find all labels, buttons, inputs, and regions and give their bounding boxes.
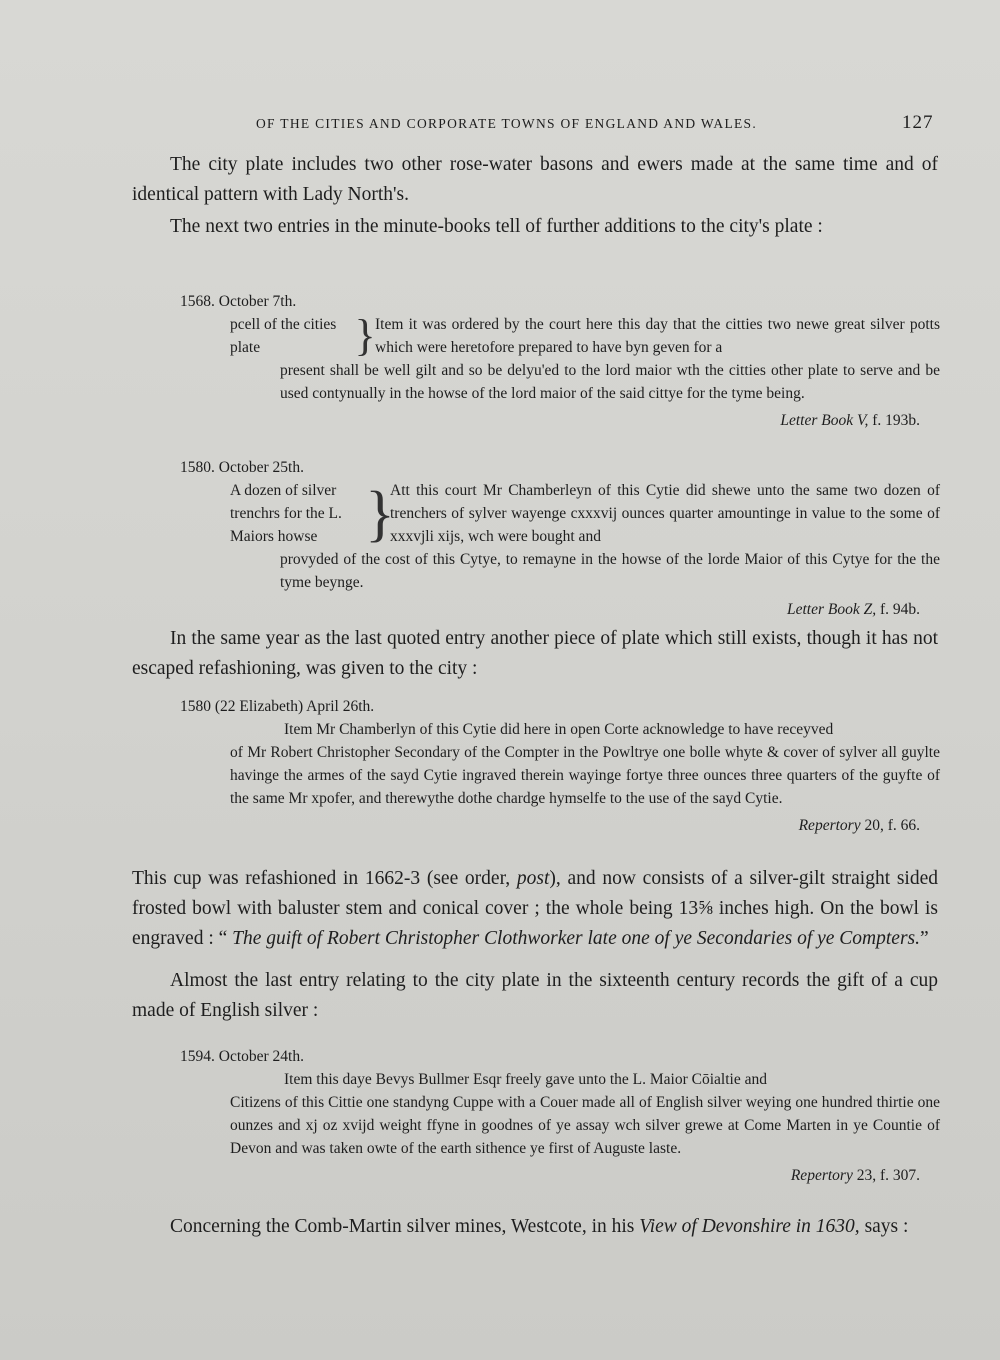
running-header: [0, 112, 1000, 138]
side-note: pcell of the cities plate: [230, 316, 337, 356]
p4-text: This cup was refashioned in 1662-3 (see order,: [132, 868, 517, 889]
entry-continuation: of Mr Robert Christopher Secondary of the Compter in the Powltrye one bolle whyte & cover of sylver all guylte havinge the armes of the sayd Cytie ingraved therein wayinge fortye three ounces three quarters of the guyfte of the same Mr xpofer, and therewythe dothe chardge hymselfe to the use of the sayd Cytie.: [230, 744, 940, 807]
p4-text: ”: [920, 928, 929, 949]
entry-row: [180, 313, 940, 359]
entry-text: Att this court Mr Chamberleyn of this Cytie did shewe unto the same two dozen of trenchers of sylver wayenge cxxxvij ounces quarter amountinge in value to the some of xxxvjli xijs, wch were bought and: [390, 482, 940, 545]
citation-work: Repertory: [790, 1167, 853, 1184]
entry-continuation: Citizens of this Cittie one standyng Cuppe with a Couer made all of English silver weying one hundred thirtie one ounzes and xj oz xvijd weight ffyne in goodnes of ye assay wch silver grewe at Come Marten in ye Countie of Devon and was taken owte of the earth sithence ye first of Auguste laste.: [230, 1094, 940, 1157]
entry-continuation: present shall be well gilt and so be delyu'ed to the lord maior wth the citties other plate to serve and be used contynually in the howse of the lord maior of the said cittye for the tyme being.: [280, 362, 940, 402]
header-title: OF THE CITIES AND CORPORATE TOWNS OF ENGLAND AND WALES.: [256, 116, 758, 131]
entry-date: 1580 (22 Elizabeth) April 26th.: [180, 698, 375, 715]
citation: [180, 409, 940, 432]
paragraph-4: [132, 864, 938, 954]
citation: [180, 1164, 940, 1187]
paragraph-2: The next two entries in the minute-books tell of further additions to the city's plate :: [170, 216, 823, 237]
paragraph-5: Almost the last entry relating to the city plate in the sixteenth century records the gift of a cup made of English silver :: [132, 970, 938, 1021]
p4-text: ), and now consists of a silver-gilt straight sided frosted bowl with baluster stem and conical cover ; the whole being 13⅝ inches high. On the bowl is engraved : “: [132, 868, 938, 949]
entry-first-line: Item this daye Bevys Bullmer Esqr freely gave unto the L. Maior Cōialtie and: [284, 1071, 767, 1088]
p4-emphasis: post: [516, 868, 550, 889]
citation: [180, 598, 940, 621]
entry-row: [180, 479, 940, 548]
citation-ref: f. 193b.: [872, 412, 920, 429]
entry-continuation: provyded of the cost of this Cytye, to remayne in the howse of the lorde Maior of this Cytye for the the tyme beynge.: [280, 551, 940, 591]
paragraph-1: The city plate includes two other rose-water basons and ewers made at the same time and of identical pattern with Lady North's.: [132, 154, 938, 205]
citation: [180, 814, 940, 837]
citation-work: Repertory: [798, 817, 861, 834]
brace-mark: }: [365, 479, 395, 548]
p6-text: says :: [859, 1216, 909, 1237]
entry-first-line: Item Mr Chamberlyn of this Cytie did here in open Corte acknowledge to have receyved: [284, 721, 834, 738]
citation-work: Letter Book V,: [780, 412, 869, 429]
entry-1594: [180, 1045, 940, 1187]
side-note: A dozen of silver trenchrs for the L. Maiors howse: [230, 482, 342, 545]
entry-date: 1594. October 24th.: [180, 1048, 304, 1065]
entry-date: 1580. October 25th.: [180, 459, 304, 476]
citation-ref: f. 94b.: [879, 601, 920, 618]
page-number: 127: [902, 112, 934, 133]
citation-work: Letter Book Z,: [786, 601, 877, 618]
p6-book-title: View of Devonshire in 1630,: [639, 1216, 860, 1237]
entry-date: 1568. October 7th.: [180, 293, 297, 310]
brace-mark: }: [354, 311, 376, 360]
entry-1568: [180, 290, 940, 432]
paragraph-3: In the same year as the last quoted entry another piece of plate which still exists, though it has not escaped refashioning, was given to the city :: [132, 628, 938, 679]
p6-text: Concerning the Comb-Martin silver mines, Westcote, in his: [170, 1216, 640, 1237]
citation-ref: 20, f. 66.: [864, 817, 920, 834]
citation-ref: 23, f. 307.: [856, 1167, 920, 1184]
paragraph-6: [132, 1212, 938, 1242]
entry-1580-april: [180, 695, 940, 837]
entry-1580-october: [180, 456, 940, 621]
entry-text: Item it was ordered by the court here this day that the citties two newe great silver potts which were heretofore prepared to have byn geven for a: [375, 316, 940, 356]
p4-inscription: The guift of Robert Christopher Clothworker late one of ye Secondaries of ye Compters.: [232, 928, 921, 949]
